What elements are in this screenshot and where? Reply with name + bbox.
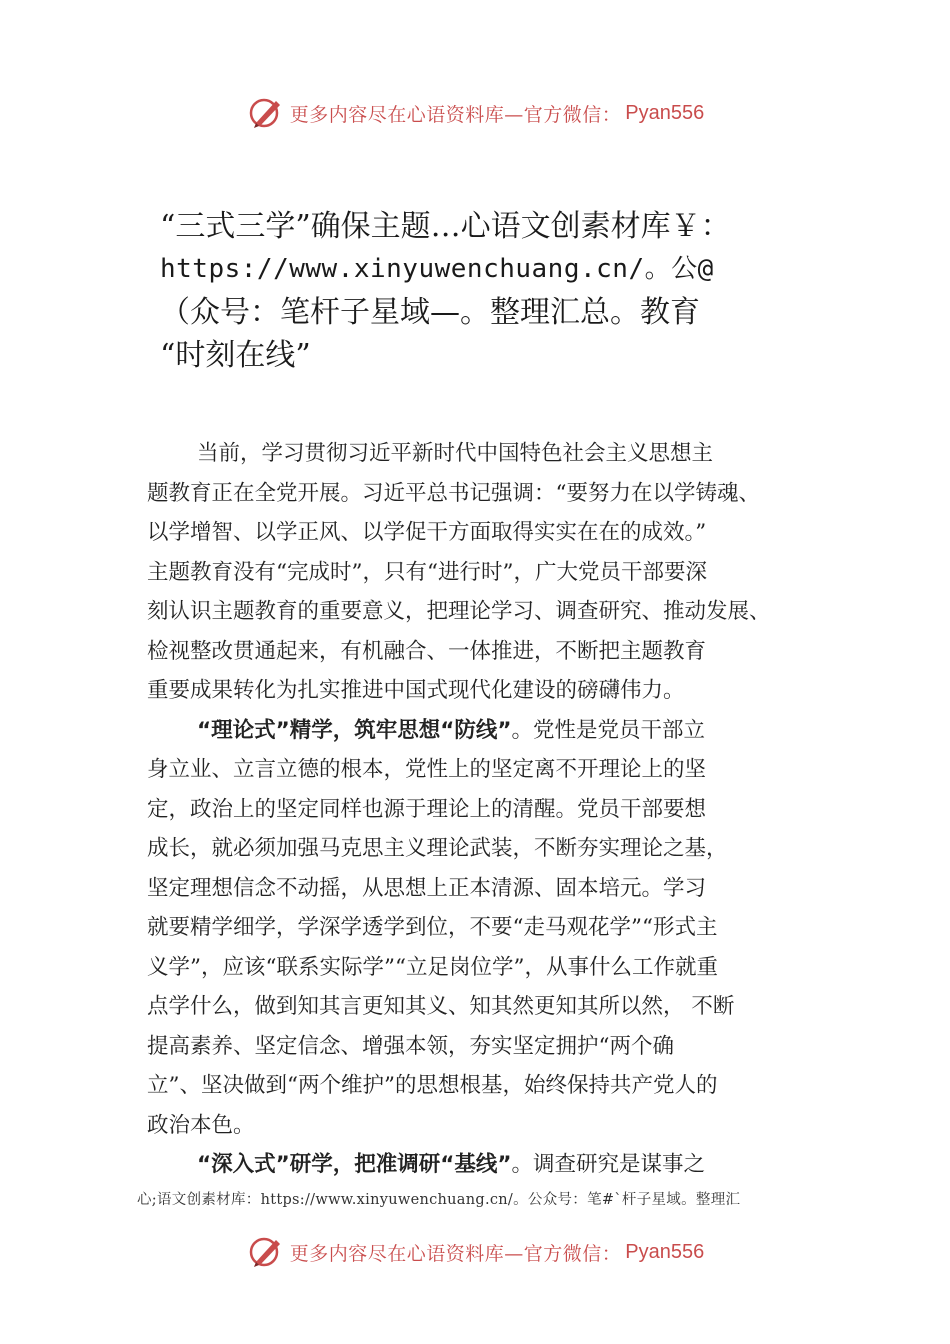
- text-line: [147, 1145, 837, 1185]
- text-line: 刻认识主题教育的重要意义，把理论学习、调查研究、推动发展、: [147, 599, 771, 624]
- banner-text: 更多内容尽在心语资料库—官方微信：: [289, 103, 622, 126]
- text-line: [147, 711, 837, 751]
- text-line: 定，政治上的坚定同样也源于理论上的清醒。党员干部要想: [147, 796, 707, 822]
- text-line: 就要精学细学，学深学透学到位，不要“走马观花学”“形式主: [147, 915, 718, 940]
- title-line: （众号：笔杆子星域—。整理汇总。教育: [160, 295, 700, 330]
- paragraph-intro: [147, 434, 837, 711]
- text-line: 主题教育没有“完成时”，只有“进行时”，广大党员干部要深: [147, 559, 707, 585]
- paragraph-research: [147, 1145, 837, 1185]
- document-body: [147, 434, 837, 1185]
- text-line: 当前，学习贯彻习近平新时代中国特色社会主义思想主: [197, 441, 714, 466]
- title-line: “三式三学”确保主题…心语文创素材库￥：: [160, 209, 731, 244]
- text-line: 重要成果转化为扎实推进中国式现代化建设的磅礴伟力。: [147, 678, 685, 703]
- document-title: [160, 205, 860, 377]
- pen-logo-icon: [246, 1232, 286, 1272]
- title-line: “时刻在线”: [160, 338, 311, 373]
- banner-wechat-handle: Pyan556: [625, 1240, 705, 1263]
- text-line: 检视整改贯通起来，有机融合、一体推进，不断把主题教育: [147, 638, 707, 664]
- footer-banner: [0, 1232, 950, 1272]
- text-line: 以学增智、以学正风、以学促干方面取得实实在在的成效。”: [147, 520, 707, 545]
- title-line-url: https://www.xinyuwenchuang.cn/。公@: [160, 254, 714, 284]
- text-line: 身立业、立言立德的根本，党性上的坚定离不开理论上的坚: [147, 757, 707, 782]
- section-heading-research: “深入式”研学，把准调研“基线”: [197, 1152, 512, 1177]
- text-line: 坚定理想信念不动摇，从思想上正本清源、固本培元。学习: [147, 875, 707, 901]
- text-line: 提高素养、坚定信念、增强本领，夯实坚定拥护“两个确: [147, 1033, 674, 1059]
- banner-text: 更多内容尽在心语资料库—官方微信：: [289, 1242, 622, 1265]
- text-line: 成长，就必须加强马克思主义理论武装，不断夯实理论之基，: [147, 836, 728, 861]
- text-line: 立”、坚决做到“两个维护”的思想根基，始终保持共产党人的: [147, 1073, 718, 1098]
- section-heading-theory: “理论式”精学，筑牢思想“防线”: [197, 717, 512, 743]
- text-line: 义学”，应该“联系实际学”“立足岗位学”，从事什么工作就重: [147, 954, 718, 980]
- banner-wechat-handle: Pyan556: [625, 101, 705, 124]
- header-banner: [0, 93, 950, 133]
- pen-logo-icon: [246, 93, 286, 133]
- text-line: 题教育正在全党开展。习近平总书记强调：“要努力在以学铸魂、: [147, 480, 760, 506]
- text-line-rest: 。调查研究是谋事之: [511, 1152, 706, 1177]
- footer-watermark-note: 心;语文创素材库：https://www.xinyuwenchuang.cn/。公众号：笔#`杆子星域。整理汇: [137, 1192, 741, 1208]
- paragraph-theory: [147, 711, 837, 1146]
- text-line: 点学什么，做到知其言更知其义、知其然更知其所以然， 不断: [147, 994, 735, 1019]
- text-line-rest: 。党性是党员干部立: [511, 717, 706, 743]
- text-line: 政治本色。: [147, 1112, 255, 1138]
